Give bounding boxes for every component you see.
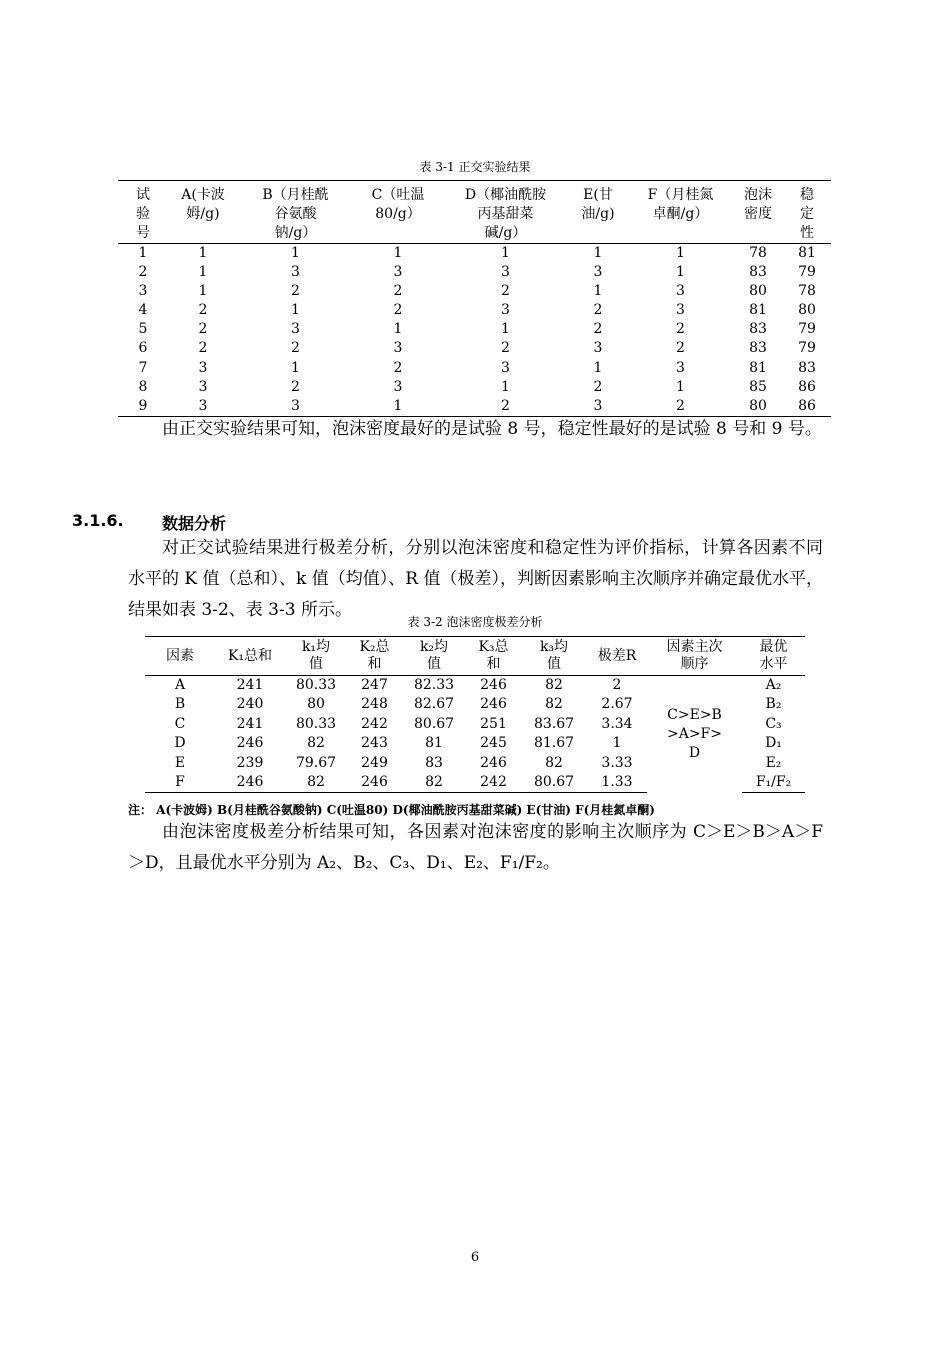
section-title: 数据分析 bbox=[162, 514, 227, 533]
table2-cell: 82 bbox=[402, 773, 466, 793]
table2-cell: 80.67 bbox=[521, 773, 587, 793]
table1-cell: 1 bbox=[676, 264, 685, 281]
table1-cell: 1 bbox=[138, 245, 148, 261]
table-row bbox=[118, 263, 831, 282]
range-analysis-table bbox=[145, 636, 805, 793]
table2-cell: 246 bbox=[480, 696, 507, 713]
table1-header-cell bbox=[443, 181, 568, 244]
table1-header-cell bbox=[238, 181, 353, 244]
header-line: 80/g） bbox=[375, 206, 421, 222]
table1-cell: 83 bbox=[749, 264, 767, 281]
table1-cell: 3 bbox=[198, 359, 208, 376]
table1-cell: 2 bbox=[501, 340, 510, 357]
table-row bbox=[118, 301, 831, 320]
table1-cell: 2 bbox=[198, 302, 208, 319]
table1-cell: 1 bbox=[676, 245, 685, 261]
header-line: k₁均 bbox=[301, 639, 331, 655]
table1-cell: 2 bbox=[198, 340, 208, 357]
header-line: 油/g) bbox=[581, 206, 615, 222]
table2-cell: 246 bbox=[480, 677, 507, 693]
table1-cell: 2 bbox=[676, 321, 685, 338]
table2-cell: 2 bbox=[612, 677, 622, 693]
paragraph-conclusion: 由泡沫密度极差分析结果可知，各因素对泡沫密度的影响主次顺序为 C＞E＞B＞A＞F＞D，且最优水平分别为 A₂、B₂、C₃、D₁、E₂、F₁/F₂。 bbox=[128, 822, 823, 873]
header-line: 卓酮/g） bbox=[652, 206, 709, 222]
table1-cell: 81 bbox=[749, 359, 767, 376]
table1-cell: 3 bbox=[168, 397, 238, 417]
table2-header-cell bbox=[402, 637, 466, 676]
table2-cell: 83.67 bbox=[533, 715, 575, 732]
header-line: 稳 bbox=[800, 187, 814, 203]
table1-cell: 2 bbox=[593, 378, 603, 395]
header-line: 和 bbox=[486, 656, 501, 672]
table1-header-row bbox=[118, 181, 831, 244]
table2-cell: 249 bbox=[361, 754, 388, 771]
table1-cell: 1 bbox=[198, 245, 208, 261]
table2-cell: 240 bbox=[236, 696, 264, 713]
table1-cell: 1 bbox=[593, 283, 603, 300]
header-line: 验 bbox=[136, 206, 150, 222]
table2-cell: 80 bbox=[307, 696, 325, 713]
table2-cell: F bbox=[145, 773, 215, 793]
table1-header-cell bbox=[783, 181, 831, 244]
table2-cell: 246 bbox=[347, 773, 402, 793]
table2-cell: C bbox=[174, 715, 186, 732]
table1-cell: 2 bbox=[291, 340, 300, 357]
table1-cell: 85 bbox=[749, 378, 767, 395]
table1-cell: 80 bbox=[733, 397, 783, 417]
header-line: C（吐温 bbox=[371, 187, 425, 203]
table2-cell: 83 bbox=[425, 754, 443, 771]
header-line: 性 bbox=[800, 225, 814, 241]
table1-cell: 3 bbox=[593, 340, 603, 357]
table2-header-cell bbox=[742, 637, 805, 676]
table1-cell: 81 bbox=[749, 302, 767, 319]
table-row bbox=[145, 676, 805, 696]
table1-cell: 5 bbox=[138, 321, 148, 338]
table2-cell: 80.67 bbox=[413, 715, 455, 732]
table2-cell: 246 bbox=[236, 735, 264, 752]
table2-cell: 239 bbox=[236, 754, 264, 771]
table1-cell: 3 bbox=[593, 264, 603, 281]
table2-cell: 82 bbox=[545, 677, 563, 693]
table1-cell: 79 bbox=[798, 264, 816, 281]
header-line: 水平 bbox=[759, 656, 788, 672]
header-line: 和 bbox=[367, 656, 382, 672]
header-line: 因素 bbox=[166, 647, 194, 664]
table-row bbox=[118, 282, 831, 301]
table2-cell: F₁/F₂ bbox=[742, 773, 805, 793]
table1-cell: 81 bbox=[798, 245, 816, 261]
table1-caption: 表 3-1 正交实验结果 bbox=[419, 160, 531, 174]
table1-cell: 3 bbox=[676, 283, 685, 300]
table2-header-cell bbox=[285, 637, 347, 676]
table2-header-cell bbox=[521, 637, 587, 676]
factor-order-cell bbox=[647, 676, 742, 793]
table1-cell: 79 bbox=[798, 321, 816, 338]
table1-cell: 3 bbox=[501, 359, 510, 376]
orthogonal-results-table bbox=[118, 180, 831, 417]
header-line: A(卡波 bbox=[181, 187, 225, 203]
table2-cell: 3.33 bbox=[601, 754, 633, 771]
table2-cell: D bbox=[174, 735, 186, 752]
table1-cell: 86 bbox=[783, 397, 831, 417]
header-line: C>E>B bbox=[667, 706, 722, 723]
table1-cell: 2 bbox=[393, 283, 403, 300]
table1-cell: 3 bbox=[291, 264, 300, 281]
table1-cell: 1 bbox=[593, 245, 603, 261]
table-row bbox=[118, 359, 831, 378]
table2-cell: 82 bbox=[307, 735, 325, 752]
header-line: 号 bbox=[136, 225, 150, 241]
header-line: 值 bbox=[427, 656, 441, 672]
header-line: K₁总和 bbox=[227, 647, 273, 664]
table1-cell: 2 bbox=[676, 340, 685, 357]
header-line: 泡沫 bbox=[744, 187, 772, 203]
table1-header-cell bbox=[568, 181, 628, 244]
table1-cell: 1 bbox=[593, 359, 603, 376]
table2-cell: 248 bbox=[361, 696, 388, 713]
table2-header-cell bbox=[647, 637, 742, 676]
table1-cell: 2 bbox=[138, 264, 148, 281]
table1-cell: 1 bbox=[291, 359, 300, 376]
table1-cell: 79 bbox=[798, 340, 816, 357]
table2-cell: 1 bbox=[612, 735, 622, 752]
header-line: k₂均 bbox=[419, 639, 449, 655]
table2-cell: A bbox=[174, 677, 186, 693]
table1-cell: 3 bbox=[291, 321, 300, 338]
table1-cell: 3 bbox=[501, 302, 510, 319]
table1-cell: 3 bbox=[393, 264, 403, 281]
table1-cell: 83 bbox=[749, 321, 767, 338]
table2-cell: 245 bbox=[480, 735, 507, 752]
table2-header-cell bbox=[215, 637, 285, 676]
table2-cell: 251 bbox=[480, 715, 507, 732]
table1-cell: 2 bbox=[393, 359, 403, 376]
table2-cell: 241 bbox=[236, 677, 264, 693]
table1-cell: 3 bbox=[238, 397, 353, 417]
header-line: 钠/g） bbox=[274, 225, 317, 241]
header-line: 顺序 bbox=[680, 656, 709, 672]
table2-header-cell bbox=[347, 637, 402, 676]
header-line: F（月桂氮 bbox=[647, 187, 714, 203]
table2-cell: A₂ bbox=[765, 677, 782, 693]
table2-cell: 80.33 bbox=[295, 715, 337, 732]
table2-cell: B₂ bbox=[765, 696, 782, 713]
table1-cell: 3 bbox=[501, 264, 510, 281]
header-line: K₂总 bbox=[359, 639, 390, 655]
paragraph-result: 由正交实验结果可知，泡沫密度最好的是试验 8 号，稳定性最好的是试验 8 号和 9 号。 bbox=[162, 419, 822, 439]
header-line: 试 bbox=[136, 187, 150, 203]
table1-cell: 1 bbox=[198, 264, 208, 281]
table-row bbox=[118, 320, 831, 339]
header-line: 最优 bbox=[759, 639, 788, 655]
header-line: 极差R bbox=[597, 647, 637, 664]
table1-cell: 80 bbox=[749, 283, 767, 300]
table2-cell: B bbox=[174, 696, 186, 713]
table2-header-cell bbox=[587, 637, 647, 676]
table1-cell: 3 bbox=[568, 397, 628, 417]
table1-cell: 83 bbox=[749, 340, 767, 357]
table1-cell: 1 bbox=[501, 378, 510, 395]
table1-header-cell bbox=[168, 181, 238, 244]
header-line: 丙基甜菜 bbox=[477, 206, 534, 222]
table1-cell: 2 bbox=[501, 283, 510, 300]
header-line: K₃总 bbox=[478, 639, 509, 655]
table1-cell: 2 bbox=[443, 397, 568, 417]
paragraph-analysis: 对正交试验结果进行极差分析，分别以泡沫密度和稳定性为评价指标，计算各因素不同水平的 K 值（总和）、k 值（均值）、R 值（极差），判断因素影响主次顺序并确定最优水平，结果如表 3-2、表 3-3 所示。 bbox=[128, 538, 823, 620]
table1-cell: 3 bbox=[676, 359, 685, 376]
table2-cell: C₃ bbox=[765, 715, 782, 732]
header-line: >A>F> bbox=[666, 725, 722, 742]
header-line: 值 bbox=[309, 656, 323, 672]
header-line: 密度 bbox=[744, 206, 772, 222]
table1-cell: 2 bbox=[628, 397, 733, 417]
table1-cell: 3 bbox=[198, 378, 208, 395]
table2-header-row bbox=[145, 637, 805, 676]
table1-cell: 4 bbox=[138, 302, 148, 319]
table1-cell: 1 bbox=[198, 283, 208, 300]
page-number: 6 bbox=[470, 1250, 480, 1265]
table1-cell: 1 bbox=[501, 245, 510, 261]
table1-header-cell bbox=[118, 181, 168, 244]
table2-cell: 242 bbox=[466, 773, 521, 793]
table2-cell: 243 bbox=[361, 735, 388, 752]
table2-cell: 81 bbox=[425, 735, 443, 752]
table1-cell: 1 bbox=[393, 321, 403, 338]
table2-cell: E₂ bbox=[765, 754, 782, 771]
table1-header-cell bbox=[353, 181, 443, 244]
table-row bbox=[118, 244, 831, 264]
table2-cell: 1.33 bbox=[587, 773, 647, 793]
table2-cell: D₁ bbox=[765, 735, 782, 752]
table1-cell: 7 bbox=[138, 359, 148, 376]
header-line: 值 bbox=[547, 656, 561, 672]
table2-cell: 242 bbox=[361, 715, 388, 732]
table1-cell: 78 bbox=[798, 283, 816, 300]
header-line: k₃均 bbox=[539, 639, 569, 655]
table1-cell: 1 bbox=[393, 245, 403, 261]
header-line: E(甘 bbox=[583, 187, 613, 203]
header-line: B（月桂酰 bbox=[262, 187, 329, 203]
table-row bbox=[118, 378, 831, 397]
table2-caption: 表 3-2 泡沫密度极差分析 bbox=[407, 615, 543, 629]
table2-cell: 82.67 bbox=[413, 696, 455, 713]
table2-cell: 82.33 bbox=[413, 677, 455, 693]
table1-header-cell bbox=[733, 181, 783, 244]
table1-cell: 1 bbox=[353, 397, 443, 417]
table2-cell: 247 bbox=[361, 677, 388, 693]
table1-cell: 2 bbox=[393, 302, 403, 319]
header-line: 碱/g） bbox=[484, 225, 527, 241]
table1-cell: 1 bbox=[291, 245, 300, 261]
header-line: 定 bbox=[800, 206, 814, 222]
table2-cell: 241 bbox=[236, 715, 264, 732]
header-line: 因素主次 bbox=[666, 639, 723, 655]
table1-cell: 2 bbox=[198, 321, 208, 338]
header-line: 姆/g) bbox=[186, 206, 220, 222]
table2-cell: 80.33 bbox=[295, 677, 337, 693]
table2-cell: 2.67 bbox=[601, 696, 633, 713]
table2-header-cell bbox=[145, 637, 215, 676]
table1-cell: 6 bbox=[138, 340, 148, 357]
table1-cell: 2 bbox=[291, 283, 300, 300]
table1-cell: 80 bbox=[798, 302, 816, 319]
table1-cell: 2 bbox=[593, 302, 603, 319]
section-number: 3.1.6. bbox=[72, 511, 124, 530]
table1-cell: 78 bbox=[749, 245, 767, 261]
table1-cell: 3 bbox=[676, 302, 685, 319]
table1-cell: 1 bbox=[676, 378, 685, 395]
table1-header-cell bbox=[628, 181, 733, 244]
table2-cell: 246 bbox=[215, 773, 285, 793]
table2-cell: 82 bbox=[545, 696, 563, 713]
header-line: 谷氨酸 bbox=[274, 206, 317, 222]
table1-cell: 3 bbox=[393, 340, 403, 357]
table1-cell: 1 bbox=[501, 321, 510, 338]
header-line: D bbox=[688, 744, 701, 761]
table1-cell: 83 bbox=[798, 359, 816, 376]
table1-cell: 3 bbox=[393, 378, 403, 395]
header-line: D（椰油酰胺 bbox=[464, 187, 547, 203]
table2-cell: 81.67 bbox=[533, 735, 575, 752]
table1-cell: 2 bbox=[291, 378, 300, 395]
table2-note: 注： A(卡波姆) B(月桂酰谷氨酸钠) C(吐温80) D(椰油酰胺丙基甜菜碱) E(甘油) F(月桂氮卓酮) bbox=[128, 803, 655, 817]
table1-cell: 2 bbox=[593, 321, 603, 338]
table1-cell: 8 bbox=[138, 378, 148, 395]
table2-cell: 79.67 bbox=[295, 754, 337, 771]
table2-cell: E bbox=[174, 754, 186, 771]
table-row bbox=[118, 339, 831, 358]
table2-cell: 82 bbox=[285, 773, 347, 793]
table1-cell: 1 bbox=[291, 302, 300, 319]
table1-cell: 3 bbox=[138, 283, 148, 300]
table1-cell: 9 bbox=[118, 397, 168, 417]
table2-cell: 3.34 bbox=[601, 715, 633, 732]
table2-header-cell bbox=[466, 637, 521, 676]
table2-cell: 82 bbox=[545, 754, 563, 771]
table2-cell: 246 bbox=[480, 754, 507, 771]
table1-cell: 86 bbox=[798, 378, 816, 395]
